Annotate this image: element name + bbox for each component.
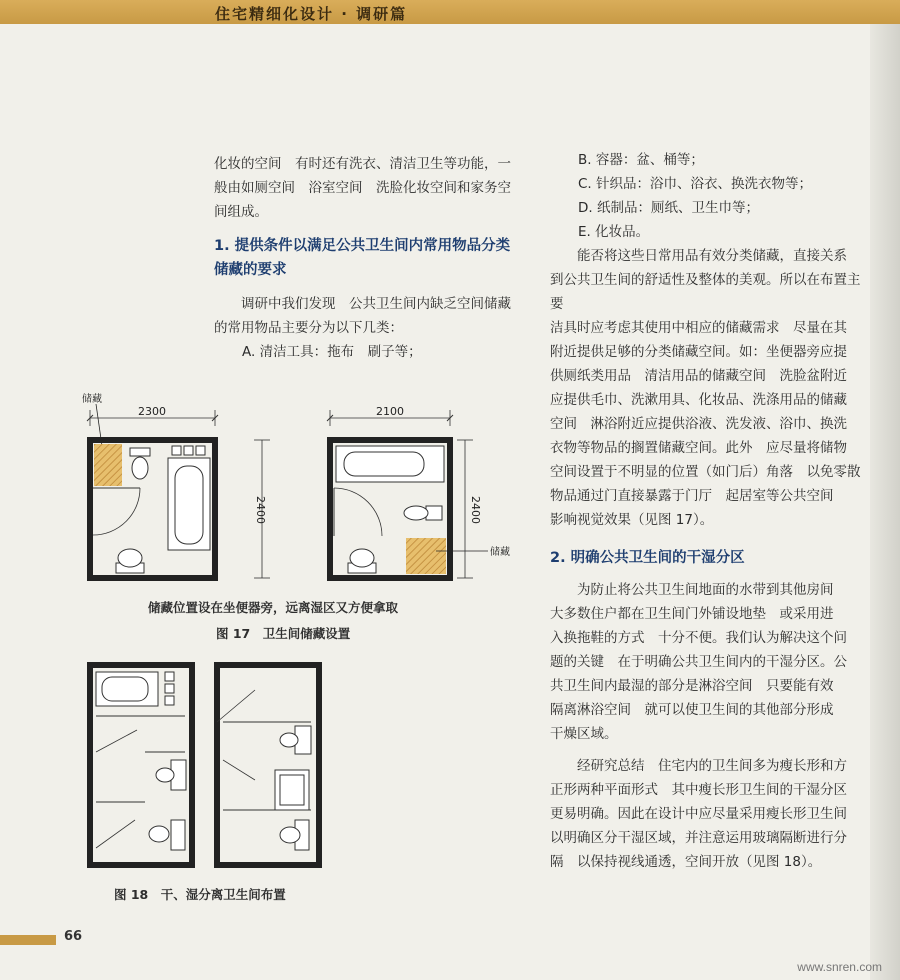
p3-line-3: 更易明确。因此在设计中应尽量采用瘦长形卫生间 — [550, 806, 847, 822]
p1-line-4: 附近提供足够的分类储藏空间。如：坐便器旁应提 — [550, 344, 847, 360]
item-d: D. 纸制品：厕纸、卫生巾等； — [578, 200, 759, 216]
dim-height-right: 2400 — [469, 496, 482, 524]
p2-line-3: 入换拖鞋的方式 十分不便。我们认为解决这个问 — [550, 630, 847, 646]
intro-line-3: 间组成。 — [214, 204, 268, 220]
p1-line-7: 空间 淋浴附近应提供浴液、洗发液、浴巾、换洗 — [550, 416, 847, 432]
footer-bar — [0, 935, 56, 945]
storage-label-right: 储藏 — [490, 547, 510, 558]
p1-line-8: 衣物等物品的搁置储藏空间。此外 应尽量将储物 — [550, 440, 847, 456]
page-edge-shadow — [870, 0, 900, 980]
para-line-1: 调研中我们发现 公共卫生间内缺乏空间储藏 — [241, 296, 511, 312]
item-a: A. 清洁工具：拖布 刷子等； — [242, 344, 422, 360]
watermark: www.snren.com — [797, 960, 882, 974]
intro-line-2: 般由如厕空间 浴室空间 洗脸化妆空间和家务空 — [214, 180, 511, 196]
p2-line-6: 隔离淋浴空间 就可以使卫生间的其他部分形成 — [550, 702, 834, 718]
p1-line-2: 到公共卫生间的舒适性及整体的美观。所以在布置主要 — [550, 272, 861, 312]
plan-right — [327, 405, 510, 578]
p1-line-6: 应提供毛巾、洗漱用具、化妆品、洗涤用品的储藏 — [550, 392, 847, 408]
p1-line-10: 物品通过门直接暴露于门厅 起居室等公共空间 — [550, 488, 834, 504]
p2-line-5: 共卫生间内最湿的部分是淋浴空间 只要能有效 — [550, 678, 834, 694]
figure18-plans — [85, 660, 325, 870]
p1-line-3: 洁具时应考虑其使用中相应的储藏需求 尽量在其 — [550, 320, 847, 336]
section-heading-2: 2. 明确公共卫生间的干湿分区 — [550, 550, 745, 566]
figure17-subcaption: 储藏位置设在坐便器旁，远离湿区又方便拿取 — [148, 600, 399, 615]
plan-left — [82, 392, 270, 578]
p1-line-5: 供厕纸类用品 清洁用品的储藏空间 洗脸盆附近 — [550, 368, 847, 384]
figure17-caption: 图 17 卫生间储藏设置 — [216, 626, 351, 641]
item-e: E. 化妆品。 — [578, 224, 650, 240]
p3-line-2: 正形两种平面形式 其中瘦长形卫生间的干湿分区 — [550, 782, 847, 798]
p2-line-2: 大多数住户都在卫生间门外铺设地垫 或采用进 — [550, 606, 834, 622]
p2-line-4: 题的关键 在于明确公共卫生间内的干湿分区。公 — [550, 654, 847, 670]
dim-width-right: 2100 — [376, 405, 404, 418]
p1-line-11: 影响视觉效果（见图 17）。 — [550, 512, 714, 528]
p1-line-1: 能否将这些日常用品有效分类储藏，直接关系 — [577, 248, 847, 264]
header-title: 住宅精细化设计 · 调研篇 — [215, 5, 408, 23]
item-b: B. 容器：盆、桶等； — [578, 152, 704, 168]
right-column — [550, 148, 868, 874]
figure18-caption: 图 18 干、湿分离卫生间布置 — [114, 887, 286, 902]
intro-line-1: 化妆的空间 有时还有洗衣、清洁卫生等功能，一 — [214, 156, 511, 172]
item-c: C. 针织品：浴巾、浴衣、换洗衣物等； — [578, 176, 813, 192]
p3-line-5: 隔 以保持视线通透，空间开放（见图 18）。 — [550, 854, 822, 870]
left-column — [214, 152, 529, 364]
para-line-2: 的常用物品主要分为以下几类： — [214, 320, 403, 336]
p3-line-1: 经研究总结 住宅内的卫生间多为瘦长形和方 — [577, 758, 847, 774]
running-header — [0, 0, 900, 24]
section-heading-1 — [214, 234, 529, 282]
dim-width-left: 2300 — [138, 405, 166, 418]
p1-line-9: 空间设置于不明显的位置（如门后）角落 以免零散 — [550, 464, 861, 480]
figure17-plans — [80, 388, 520, 593]
page-number: 66 — [64, 929, 83, 944]
storage-label-left: 储藏 — [82, 394, 102, 405]
p2-line-1: 为防止将公共卫生间地面的水带到其他房间 — [577, 582, 834, 598]
heading-1-line-2: 储藏的要求 — [214, 262, 287, 278]
heading-1-line-1: 1. 提供条件以满足公共卫生间内常用物品分类 — [214, 238, 511, 254]
p3-line-4: 以明确区分干湿区域，并注意运用玻璃隔断进行分 — [550, 830, 847, 846]
dim-height-left: 2400 — [254, 496, 267, 524]
p2-line-7: 干燥区域。 — [550, 726, 618, 742]
